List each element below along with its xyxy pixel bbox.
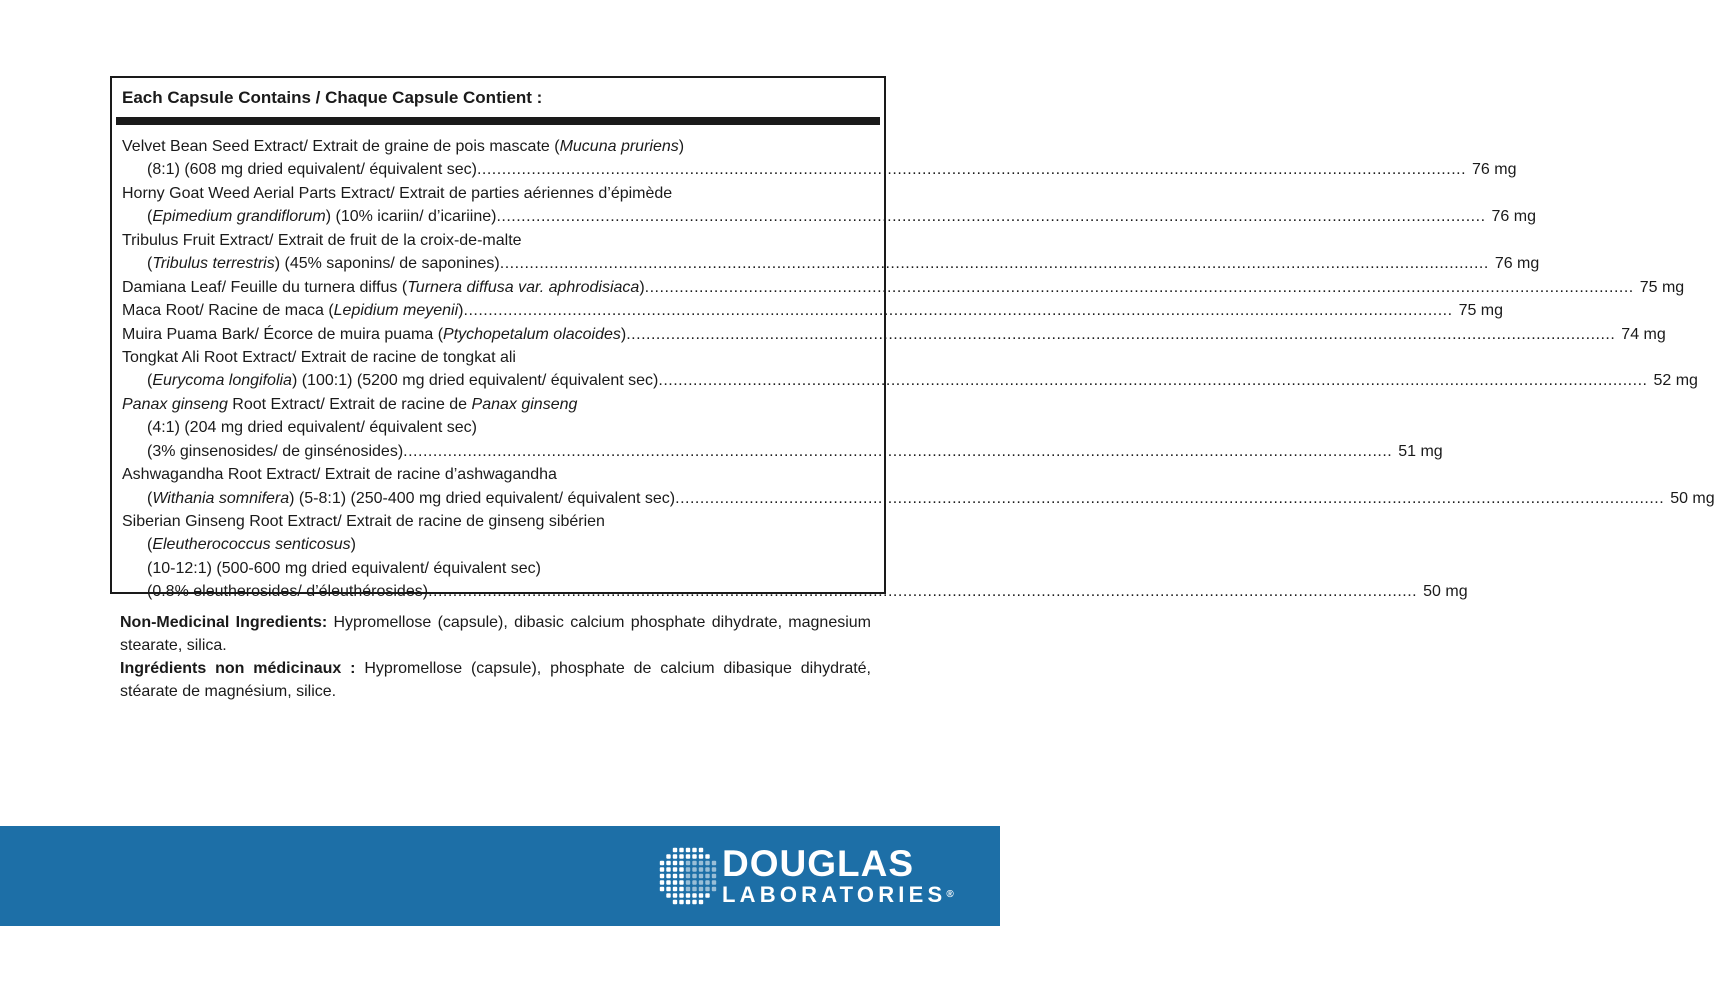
ingredient-text-part: (8:1) (608 mg dried equivalent/ équivalent sec) bbox=[147, 161, 477, 179]
logo-dot bbox=[692, 887, 696, 891]
logo-dot bbox=[679, 848, 683, 852]
ingredient-amount: 74 mg bbox=[1621, 325, 1666, 343]
logo-dot bbox=[666, 880, 670, 884]
ingredient-text-part: ( bbox=[147, 372, 153, 390]
ingredient-text bbox=[147, 533, 356, 556]
dot-leader: ........................................................................................................................................................................................................ bbox=[644, 278, 1634, 296]
ingredient-text bbox=[147, 369, 658, 392]
ingredient-text-part: ) (10% icariin/ d’icariine) bbox=[325, 208, 497, 226]
ingredient-text bbox=[122, 323, 626, 346]
botanical-name: Tribulus terrestris bbox=[152, 255, 275, 273]
logo-dot bbox=[679, 854, 683, 858]
logo-dot bbox=[692, 867, 696, 871]
ingredient-line bbox=[122, 346, 872, 369]
logo-dot bbox=[686, 900, 690, 904]
logo-dot bbox=[666, 887, 670, 891]
logo-dot bbox=[692, 880, 696, 884]
ingredient-amount: 50 mg bbox=[1423, 583, 1468, 601]
non-medicinal-section bbox=[120, 611, 871, 703]
brand-logo bbox=[722, 845, 954, 907]
logo-dot bbox=[705, 874, 709, 878]
ingredient-amount: 76 mg bbox=[1472, 161, 1517, 179]
botanical-name: Mucuna pruriens bbox=[559, 138, 679, 155]
logo-dot bbox=[705, 887, 709, 891]
ingredient-line bbox=[122, 580, 1468, 603]
logo-dot bbox=[705, 867, 709, 871]
logo-dot bbox=[686, 893, 690, 897]
ingredient-text bbox=[122, 463, 557, 486]
logo-dot bbox=[679, 861, 683, 865]
ingredient-text-part: ) bbox=[620, 325, 627, 343]
logo-dot bbox=[692, 900, 696, 904]
ingredient-text bbox=[147, 557, 541, 580]
logo-dot bbox=[666, 867, 670, 871]
logo-dot bbox=[673, 893, 677, 897]
ingredient-line bbox=[122, 205, 1536, 228]
ingredient-text-part: Siberian Ginseng Root Extract/ Extrait de racine de ginseng sibérien bbox=[122, 513, 605, 530]
ingredient-text-part: (4:1) (204 mg dried equivalent/ équivalent sec) bbox=[147, 419, 477, 437]
ingredient-line bbox=[122, 487, 1715, 510]
ingredient-text-part: Muira Puama Bark/ Écorce de muira puama ( bbox=[122, 325, 444, 343]
ingredient-amount: 51 mg bbox=[1398, 442, 1443, 460]
ingredient-text-part: ( bbox=[147, 489, 153, 507]
ingredient-text-part: ) bbox=[458, 302, 464, 320]
ingredient-text-part: (0.8% eleutherosides/ d’éleuthérosides) bbox=[147, 583, 429, 601]
ingredient-text bbox=[147, 205, 496, 228]
ingredient-text bbox=[147, 440, 403, 463]
ingredient-line bbox=[122, 158, 1517, 181]
ingredient-amount: 50 mg bbox=[1670, 489, 1715, 507]
dot-leader: ........................................................................................................................................................................................................ bbox=[428, 583, 1418, 601]
ingredient-line bbox=[122, 299, 1504, 322]
logo-dot bbox=[712, 887, 716, 891]
logo-dot bbox=[673, 887, 677, 891]
ingredient-line bbox=[122, 533, 872, 556]
ingredient-text-part: ) bbox=[678, 138, 685, 155]
logo-dot bbox=[686, 861, 690, 865]
registered-mark: ® bbox=[946, 889, 954, 900]
ingredient-text bbox=[122, 299, 464, 322]
botanical-name: Panax ginseng bbox=[122, 395, 228, 413]
logo-dot bbox=[699, 893, 703, 897]
logo-dot bbox=[673, 900, 677, 904]
ingredient-text bbox=[147, 487, 675, 510]
botanical-name: Ptychopetalum olacoides bbox=[443, 325, 621, 343]
logo-dot bbox=[673, 854, 677, 858]
ingredient-text-part: Ashwagandha Root Extract/ Extrait de racine d’ashwagandha bbox=[122, 466, 557, 484]
brand-subname bbox=[722, 883, 954, 907]
logo-dot bbox=[699, 854, 703, 858]
ingredient-text bbox=[122, 393, 577, 416]
logo-dot bbox=[705, 861, 709, 865]
logo-dot bbox=[660, 867, 664, 871]
logo-dot bbox=[660, 887, 664, 891]
botanical-name: Eleutherococcus senticosus bbox=[152, 536, 351, 554]
ingredient-line bbox=[122, 182, 872, 205]
ingredient-text bbox=[147, 580, 428, 603]
logo-dot bbox=[673, 874, 677, 878]
logo-dot bbox=[679, 880, 683, 884]
ingredient-text-part: ( bbox=[147, 536, 153, 554]
logo-dot bbox=[699, 861, 703, 865]
logo-dot bbox=[686, 848, 690, 852]
logo-dot bbox=[705, 854, 709, 858]
ingredient-text bbox=[122, 276, 645, 299]
dot-leader: ........................................................................................................................................................................................................ bbox=[403, 442, 1393, 460]
logo-dot bbox=[686, 867, 690, 871]
ingredient-amount: 75 mg bbox=[1639, 278, 1685, 296]
ingredient-text bbox=[122, 346, 516, 369]
logo-dot bbox=[673, 861, 677, 865]
ingredient-line bbox=[122, 276, 1685, 299]
ingredient-text-part: Tongkat Ali Root Extract/ Extrait de racine de tongkat ali bbox=[122, 348, 516, 366]
logo-dot bbox=[673, 880, 677, 884]
logo-dot bbox=[686, 854, 690, 858]
dot-leader: ........................................................................................................................................................................................................ bbox=[463, 302, 1453, 320]
brand-subname-text: LABORATORIES bbox=[722, 882, 947, 907]
ingredient-line bbox=[122, 416, 872, 439]
ingredient-text-part: ( bbox=[147, 208, 153, 226]
non-medicinal-en bbox=[120, 611, 871, 657]
logo-dot bbox=[666, 854, 670, 858]
non-medicinal-fr bbox=[120, 657, 871, 703]
ingredient-line bbox=[122, 323, 1666, 346]
ingredient-line bbox=[122, 369, 1698, 392]
dot-grid-logo-icon bbox=[659, 847, 717, 905]
ingredient-amount: 75 mg bbox=[1458, 302, 1504, 320]
logo-dot bbox=[692, 893, 696, 897]
ingredient-line bbox=[122, 252, 1540, 275]
ingredient-text bbox=[122, 182, 672, 205]
logo-dot bbox=[699, 887, 703, 891]
ingredient-text-part: ) bbox=[350, 536, 356, 554]
brand-footer bbox=[0, 826, 1000, 926]
logo-dot bbox=[666, 893, 670, 897]
ingredient-line bbox=[122, 440, 1443, 463]
ingredient-line bbox=[122, 393, 872, 416]
logo-dot bbox=[660, 861, 664, 865]
ingredient-amount: 52 mg bbox=[1653, 372, 1698, 390]
ingredient-text-part: Horny Goat Weed Aerial Parts Extract/ Extrait de parties aériennes d’épimède bbox=[122, 184, 673, 202]
ingredient-text-part: Velvet Bean Seed Extract/ Extrait de graine de pois mascate ( bbox=[122, 138, 560, 155]
ingredient-text-part: ) (5-8:1) (250-400 mg dried equivalent/ équivalent sec) bbox=[289, 489, 676, 507]
ingredient-line bbox=[122, 229, 872, 252]
logo-dot bbox=[666, 861, 670, 865]
ingredient-text-part: (10-12:1) (500-600 mg dried equivalent/ équivalent sec) bbox=[147, 559, 542, 577]
non-medicinal-fr-label: Ingrédients non médicinaux : bbox=[120, 660, 356, 677]
ingredient-line bbox=[122, 135, 872, 158]
non-medicinal-en-label: Non-Medicinal Ingredients: bbox=[120, 614, 328, 631]
ingredient-text-part: ) (45% saponins/ de saponines) bbox=[274, 255, 500, 273]
ingredient-text-part: Damiana Leaf/ Feuille du turnera diffus ( bbox=[122, 278, 408, 296]
logo-dot bbox=[692, 848, 696, 852]
logo-dot bbox=[712, 880, 716, 884]
ingredient-text-part: ) (100:1) (5200 mg dried equivalent/ équivalent sec) bbox=[291, 372, 659, 390]
logo-dot bbox=[686, 887, 690, 891]
ingredient-text bbox=[122, 135, 684, 158]
botanical-name: Panax ginseng bbox=[471, 395, 578, 413]
brand-name: DOUGLAS bbox=[722, 843, 914, 884]
logo-dot bbox=[692, 861, 696, 865]
logo-dot bbox=[705, 893, 709, 897]
non-medicinal-fr-text: Hypromellose (capsule), phosphate de calcium dibasique dihydraté, stéarate de magnésium, silice. bbox=[120, 660, 872, 700]
ingredient-text-part: (3% ginsenosides/ de ginsénosides) bbox=[147, 442, 404, 460]
logo-dot bbox=[692, 854, 696, 858]
botanical-name: Epimedium grandiflorum bbox=[152, 208, 326, 226]
logo-dot bbox=[699, 880, 703, 884]
ingredient-list bbox=[122, 135, 1715, 604]
supplement-facts-panel bbox=[110, 76, 1715, 601]
ingredient-line bbox=[122, 557, 872, 580]
title-rule bbox=[116, 117, 880, 125]
ingredient-text-part: Maca Root/ Racine de maca ( bbox=[122, 302, 334, 320]
ingredient-text-part: Tribulus Fruit Extract/ Extrait de fruit de la croix-de-malte bbox=[122, 231, 522, 249]
logo-dot bbox=[699, 848, 703, 852]
logo-dot bbox=[712, 874, 716, 878]
logo-dot bbox=[712, 867, 716, 871]
logo-dot bbox=[686, 880, 690, 884]
logo-dot bbox=[692, 874, 696, 878]
logo-dot bbox=[699, 867, 703, 871]
botanical-name: Lepidium meyenii bbox=[333, 302, 459, 320]
logo-dot bbox=[660, 880, 664, 884]
dot-leader: ........................................................................................................................................................................................................ bbox=[476, 161, 1467, 179]
logo-dot bbox=[699, 900, 703, 904]
ingredient-text bbox=[147, 158, 477, 181]
non-medicinal-en-text: Hypromellose (capsule), dibasic calcium phosphate dihydrate, magnesium stearate, silica. bbox=[120, 614, 872, 654]
ingredient-line bbox=[122, 510, 872, 533]
ingredient-amount: 76 mg bbox=[1491, 208, 1536, 226]
ingredient-line bbox=[122, 463, 872, 486]
panel-title: Each Capsule Contains / Chaque Capsule Contient : bbox=[122, 88, 543, 107]
ingredient-text bbox=[122, 510, 605, 533]
botanical-name: Turnera diffusa var. aphrodisiaca bbox=[407, 278, 640, 296]
logo-dot bbox=[666, 874, 670, 878]
logo-dot bbox=[660, 874, 664, 878]
logo-dot bbox=[712, 861, 716, 865]
logo-dot bbox=[679, 893, 683, 897]
ingredient-text-part: Root Extract/ Extrait de racine de bbox=[227, 395, 472, 413]
ingredient-text bbox=[147, 416, 477, 439]
botanical-name: Eurycoma longifolia bbox=[152, 372, 292, 390]
dot-leader: ........................................................................................................................................................................................................ bbox=[496, 208, 1486, 226]
ingredient-amount: 76 mg bbox=[1494, 255, 1540, 273]
logo-dot bbox=[699, 874, 703, 878]
ingredient-text-part: ) bbox=[639, 278, 645, 296]
logo-dot bbox=[679, 867, 683, 871]
logo-dot bbox=[686, 874, 690, 878]
logo-dot bbox=[705, 880, 709, 884]
logo-dot bbox=[679, 900, 683, 904]
logo-dot bbox=[673, 848, 677, 852]
logo-dot bbox=[679, 887, 683, 891]
ingredient-text bbox=[122, 229, 522, 252]
botanical-name: Withania somnifera bbox=[152, 489, 290, 507]
dot-leader: ........................................................................................................................................................................................................ bbox=[675, 489, 1665, 507]
ingredient-text bbox=[147, 252, 500, 275]
dot-leader: ........................................................................................................................................................................................................ bbox=[499, 255, 1489, 273]
logo-dot bbox=[679, 874, 683, 878]
ingredient-text-part: ( bbox=[147, 255, 153, 273]
dot-leader: ........................................................................................................................................................................................................ bbox=[658, 372, 1648, 390]
dot-leader: ........................................................................................................................................................................................................ bbox=[626, 325, 1616, 343]
logo-dot bbox=[673, 867, 677, 871]
